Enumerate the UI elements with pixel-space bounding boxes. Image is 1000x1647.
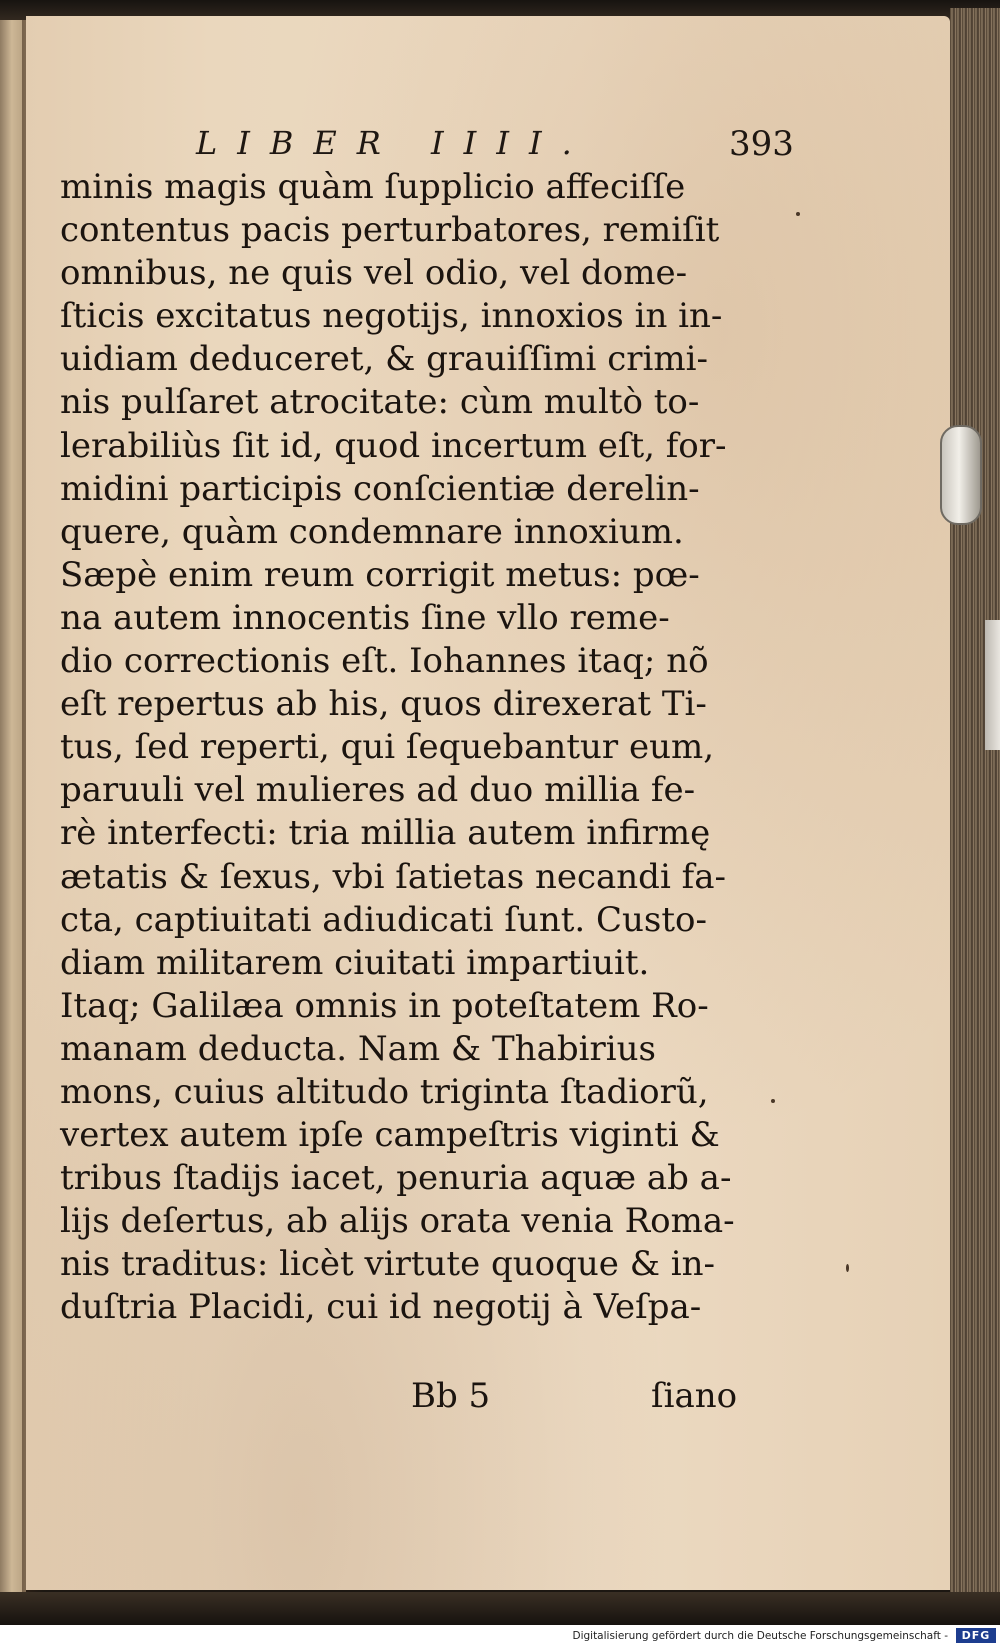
- ink-speck: [846, 1264, 849, 1272]
- text-line: cta, captiuitati adiudicati ſunt. Custo-: [60, 899, 707, 940]
- text-line: manam deducta. Nam & Thabirius: [60, 1028, 656, 1069]
- dfg-logo: DFG: [956, 1628, 996, 1643]
- text-line: tus, ſed reperti, qui ſequebantur eum,: [60, 727, 715, 768]
- page-number: 393: [729, 124, 794, 164]
- text-line: duſtria Placidi, cui id negotij à Veſpa-: [60, 1287, 702, 1328]
- text-line: lijs deſertus, ab alijs orata venia Roma-: [60, 1201, 735, 1242]
- text-line: minis magis quàm ſupplicio affeciſſe: [60, 167, 686, 207]
- text-line: uidiam deduceret, & grauiſſimi crimi-: [60, 339, 708, 380]
- text-line: mons, cuius altitudo triginta ſtadiorũ,: [60, 1071, 709, 1112]
- text-line: contentus pacis perturbatores, remiſit: [60, 210, 720, 251]
- text-line: rè interfecti: tria millia autem infirmę: [60, 813, 711, 854]
- text-line: ætatis & ſexus, vbi ſatietas necandi fa-: [60, 856, 726, 897]
- text-line: nis traditus: licèt virtute quoque & in-: [60, 1244, 716, 1285]
- ink-speck: [796, 212, 800, 216]
- metal-clip: [940, 425, 982, 525]
- text-line: paruuli vel mulieres ad duo millia fe-: [60, 770, 696, 811]
- ink-speck: [771, 1099, 775, 1103]
- text-line: midini participis conſcientiæ derelin-: [60, 468, 700, 509]
- metal-clip-lower: [985, 620, 1000, 750]
- text-line: Itaq; Galilæa omnis in poteſtatem Ro-: [60, 985, 709, 1026]
- digitization-credit: Digitalisierung gefördert durch die Deutsche Forschungsgemeinschaft -: [572, 1630, 948, 1642]
- text-line: quere, quàm condemnare innoxium.: [60, 511, 684, 552]
- text-line: omnibus, ne quis vel odio, vel dome-: [60, 253, 688, 294]
- page-edges-stack: [950, 8, 1000, 1608]
- book-page: [26, 16, 950, 1590]
- body-text: [60, 166, 772, 1330]
- text-line: ſticis excitatus negotijs, innoxios in in-: [60, 296, 723, 337]
- book-bottom-edge: [0, 1592, 1000, 1625]
- catchword: ſiano: [651, 1376, 738, 1416]
- text-line: nis pulſaret atrocitate: cùm multò to-: [60, 382, 700, 423]
- running-head: LIBER IIII.: [196, 124, 592, 162]
- text-line: na autem innocentis ſine vllo reme-: [60, 597, 670, 638]
- text-line: lerabiliùs ſit id, quod incertum eſt, for-: [60, 425, 727, 466]
- text-line: vertex autem ipſe campeſtris viginti &: [60, 1115, 720, 1156]
- text-line: tribus ſtadijs iacet, penuria aquæ ab a-: [60, 1158, 732, 1199]
- signature-mark: Bb 5: [411, 1376, 491, 1416]
- text-line: diam militarem ciuitati impartiuit.: [60, 942, 650, 983]
- text-line: Sæpè enim reum corrigit metus: pœ-: [60, 554, 700, 595]
- text-line: eſt repertus ab his, quos direxerat Ti-: [60, 684, 707, 725]
- text-line: dio correctionis eſt. Iohannes itaq; nõ: [60, 641, 709, 682]
